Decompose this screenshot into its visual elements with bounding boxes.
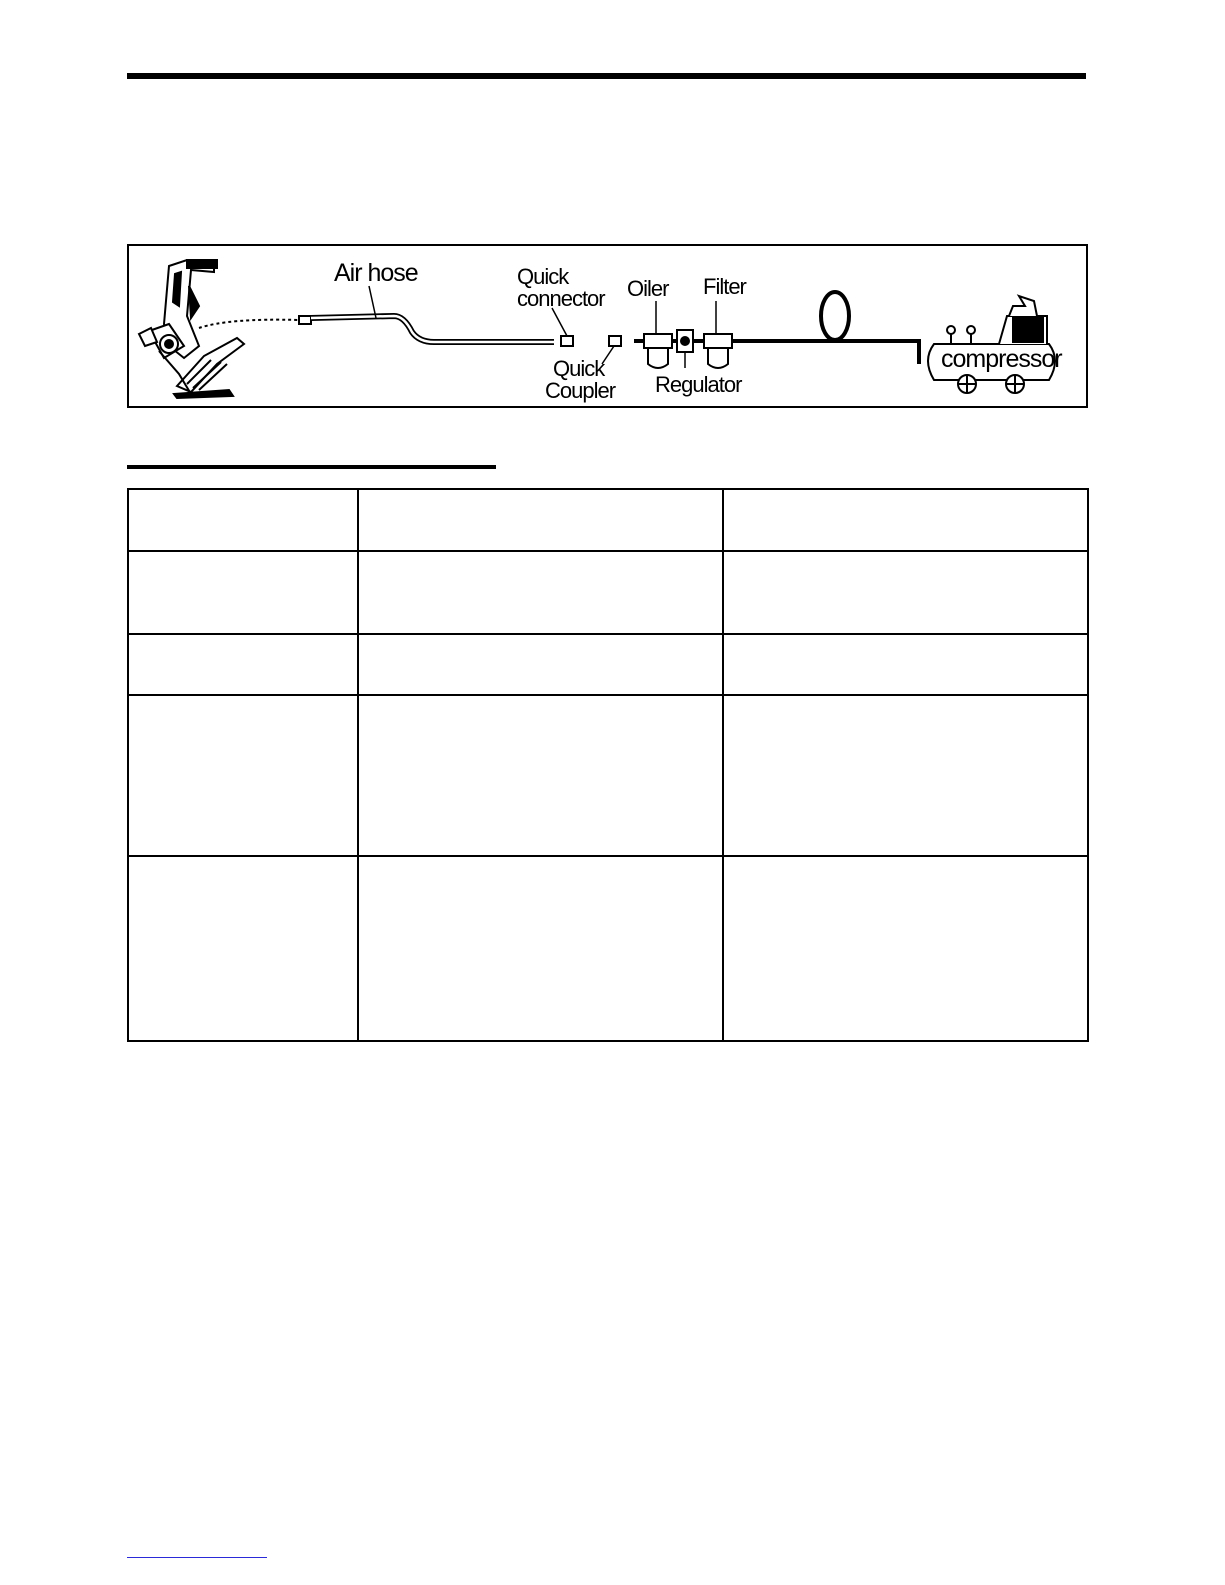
quick-coupler-icon <box>609 336 621 346</box>
table-cell <box>358 551 723 634</box>
label-air-hose: Air hose <box>334 259 418 287</box>
table-cell <box>358 489 723 551</box>
table-row <box>128 551 1088 634</box>
label-quick-coupler-2: Coupler <box>545 378 616 403</box>
table-cell <box>128 551 358 634</box>
quick-connector-icon <box>561 336 573 346</box>
table-row <box>128 695 1088 856</box>
frl-unit-icon <box>634 330 732 368</box>
label-compressor: compressor <box>941 345 1062 373</box>
table-cell <box>358 634 723 695</box>
table-cell <box>358 856 723 1041</box>
label-filter: Filter <box>703 274 746 299</box>
label-quick-coupler-1: Quick <box>553 356 605 381</box>
table-cell <box>723 489 1088 551</box>
floor-nailer-icon <box>139 260 244 398</box>
table-row <box>128 856 1088 1041</box>
air-system-diagram <box>127 244 1088 408</box>
air-hose-line <box>311 316 554 342</box>
table-cell <box>128 634 358 695</box>
spec-table <box>127 488 1089 1042</box>
top-rule <box>127 73 1086 79</box>
label-regulator: Regulator <box>655 372 742 397</box>
table-row <box>128 489 1088 551</box>
label-quick-connector-1: Quick <box>517 264 569 289</box>
table-cell <box>723 634 1088 695</box>
section-heading-rule <box>127 465 496 469</box>
table-cell <box>128 489 358 551</box>
table-cell <box>128 695 358 856</box>
air-system-illustration <box>129 246 1086 406</box>
table-row <box>128 634 1088 695</box>
table-cell <box>723 856 1088 1041</box>
label-quick-connector-2: connector <box>517 286 605 311</box>
hose-coil-icon <box>821 292 849 340</box>
table-cell <box>128 856 358 1041</box>
table-cell <box>358 695 723 856</box>
footer-link-rule <box>127 1557 267 1558</box>
table-cell <box>723 551 1088 634</box>
label-oiler: Oiler <box>627 276 669 301</box>
table-cell <box>723 695 1088 856</box>
